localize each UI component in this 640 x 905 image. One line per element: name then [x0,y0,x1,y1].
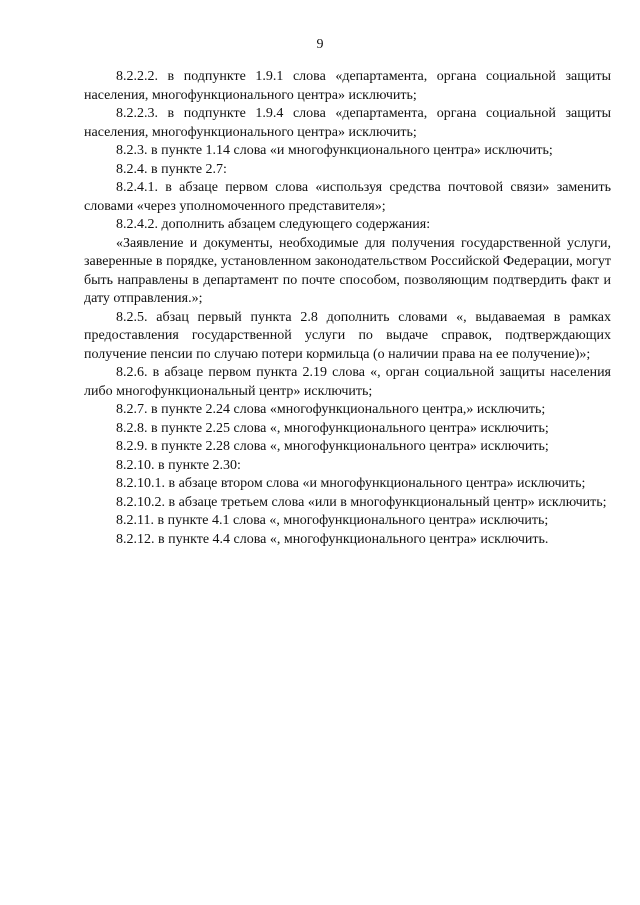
paragraph-8-2-4: 8.2.4. в пункте 2.7: [116,161,227,177]
paragraph-8-2-12: 8.2.12. в пункте 4.4 слова «, многофункционального центра» исключить. [116,531,549,547]
paragraph-8-2-9: 8.2.9. в пункте 2.28 слова «, многофункционального центра» исключить; [116,439,549,454]
paragraph-8-2-10: 8.2.10. в пункте 2.30: [116,457,241,473]
document-body [84,68,611,549]
paragraph-inserted-text: «Заявление и документы, необходимые для получения государственной услуги, заверенные в порядке, установленном законодательством Российской Федерации, могут быть направлены в департамент по почте способом, позволяющим подтвердить факт и дату отправления.»; [84,235,611,306]
paragraph-8-2-2-2: 8.2.2.2. в подпункте 1.9.1 слова «департамента, органа социальной защиты населения, многофункционального центра» исключить; [84,69,611,103]
paragraph-8-2-3: 8.2.3. в пункте 1.14 слова «и многофункционального центра» исключить; [116,143,553,158]
paragraph-8-2-10-1: 8.2.10.1. в абзаце втором слова «и многофункционального центра» исключить; [116,476,586,491]
paragraph-8-2-6: 8.2.6. в абзаце первом пункта 2.19 слова «, орган социальной защиты населения либо многофункциональный центр» исключить; [84,365,611,399]
paragraph-8-2-7: 8.2.7. в пункте 2.24 слова «многофункционального центра,» исключить; [116,402,546,417]
paragraph-8-2-11: 8.2.11. в пункте 4.1 слова «, многофункционального центра» исключить; [116,513,549,528]
page-number: 9 [316,37,324,52]
paragraph-8-2-5: 8.2.5. абзац первый пункта 2.8 дополнить словами «, выдаваемая в рамках предоставления государственной услуги по выдаче справок, подтверждающих получение пенсии по случаю потери кормильца (о наличии права на ее получение)»; [84,309,611,362]
paragraph-8-2-4-2: 8.2.4.2. дополнить абзацем следующего содержания: [116,217,431,232]
paragraph-8-2-4-1: 8.2.4.1. в абзаце первом слова «используя средства почтовой связи» заменить словами «через уполномоченного представителя»; [84,180,611,214]
paragraph-8-2-2-3: 8.2.2.3. в подпункте 1.9.4 слова «департамента, органа социальной защиты населения, многофункционального центра» исключить; [84,106,611,140]
paragraph-8-2-10-2: 8.2.10.2. в абзаце третьем слова «или в многофункциональный центр» исключить; [116,494,607,510]
paragraph-8-2-8: 8.2.8. в пункте 2.25 слова «, многофункционального центра» исключить; [116,420,549,436]
